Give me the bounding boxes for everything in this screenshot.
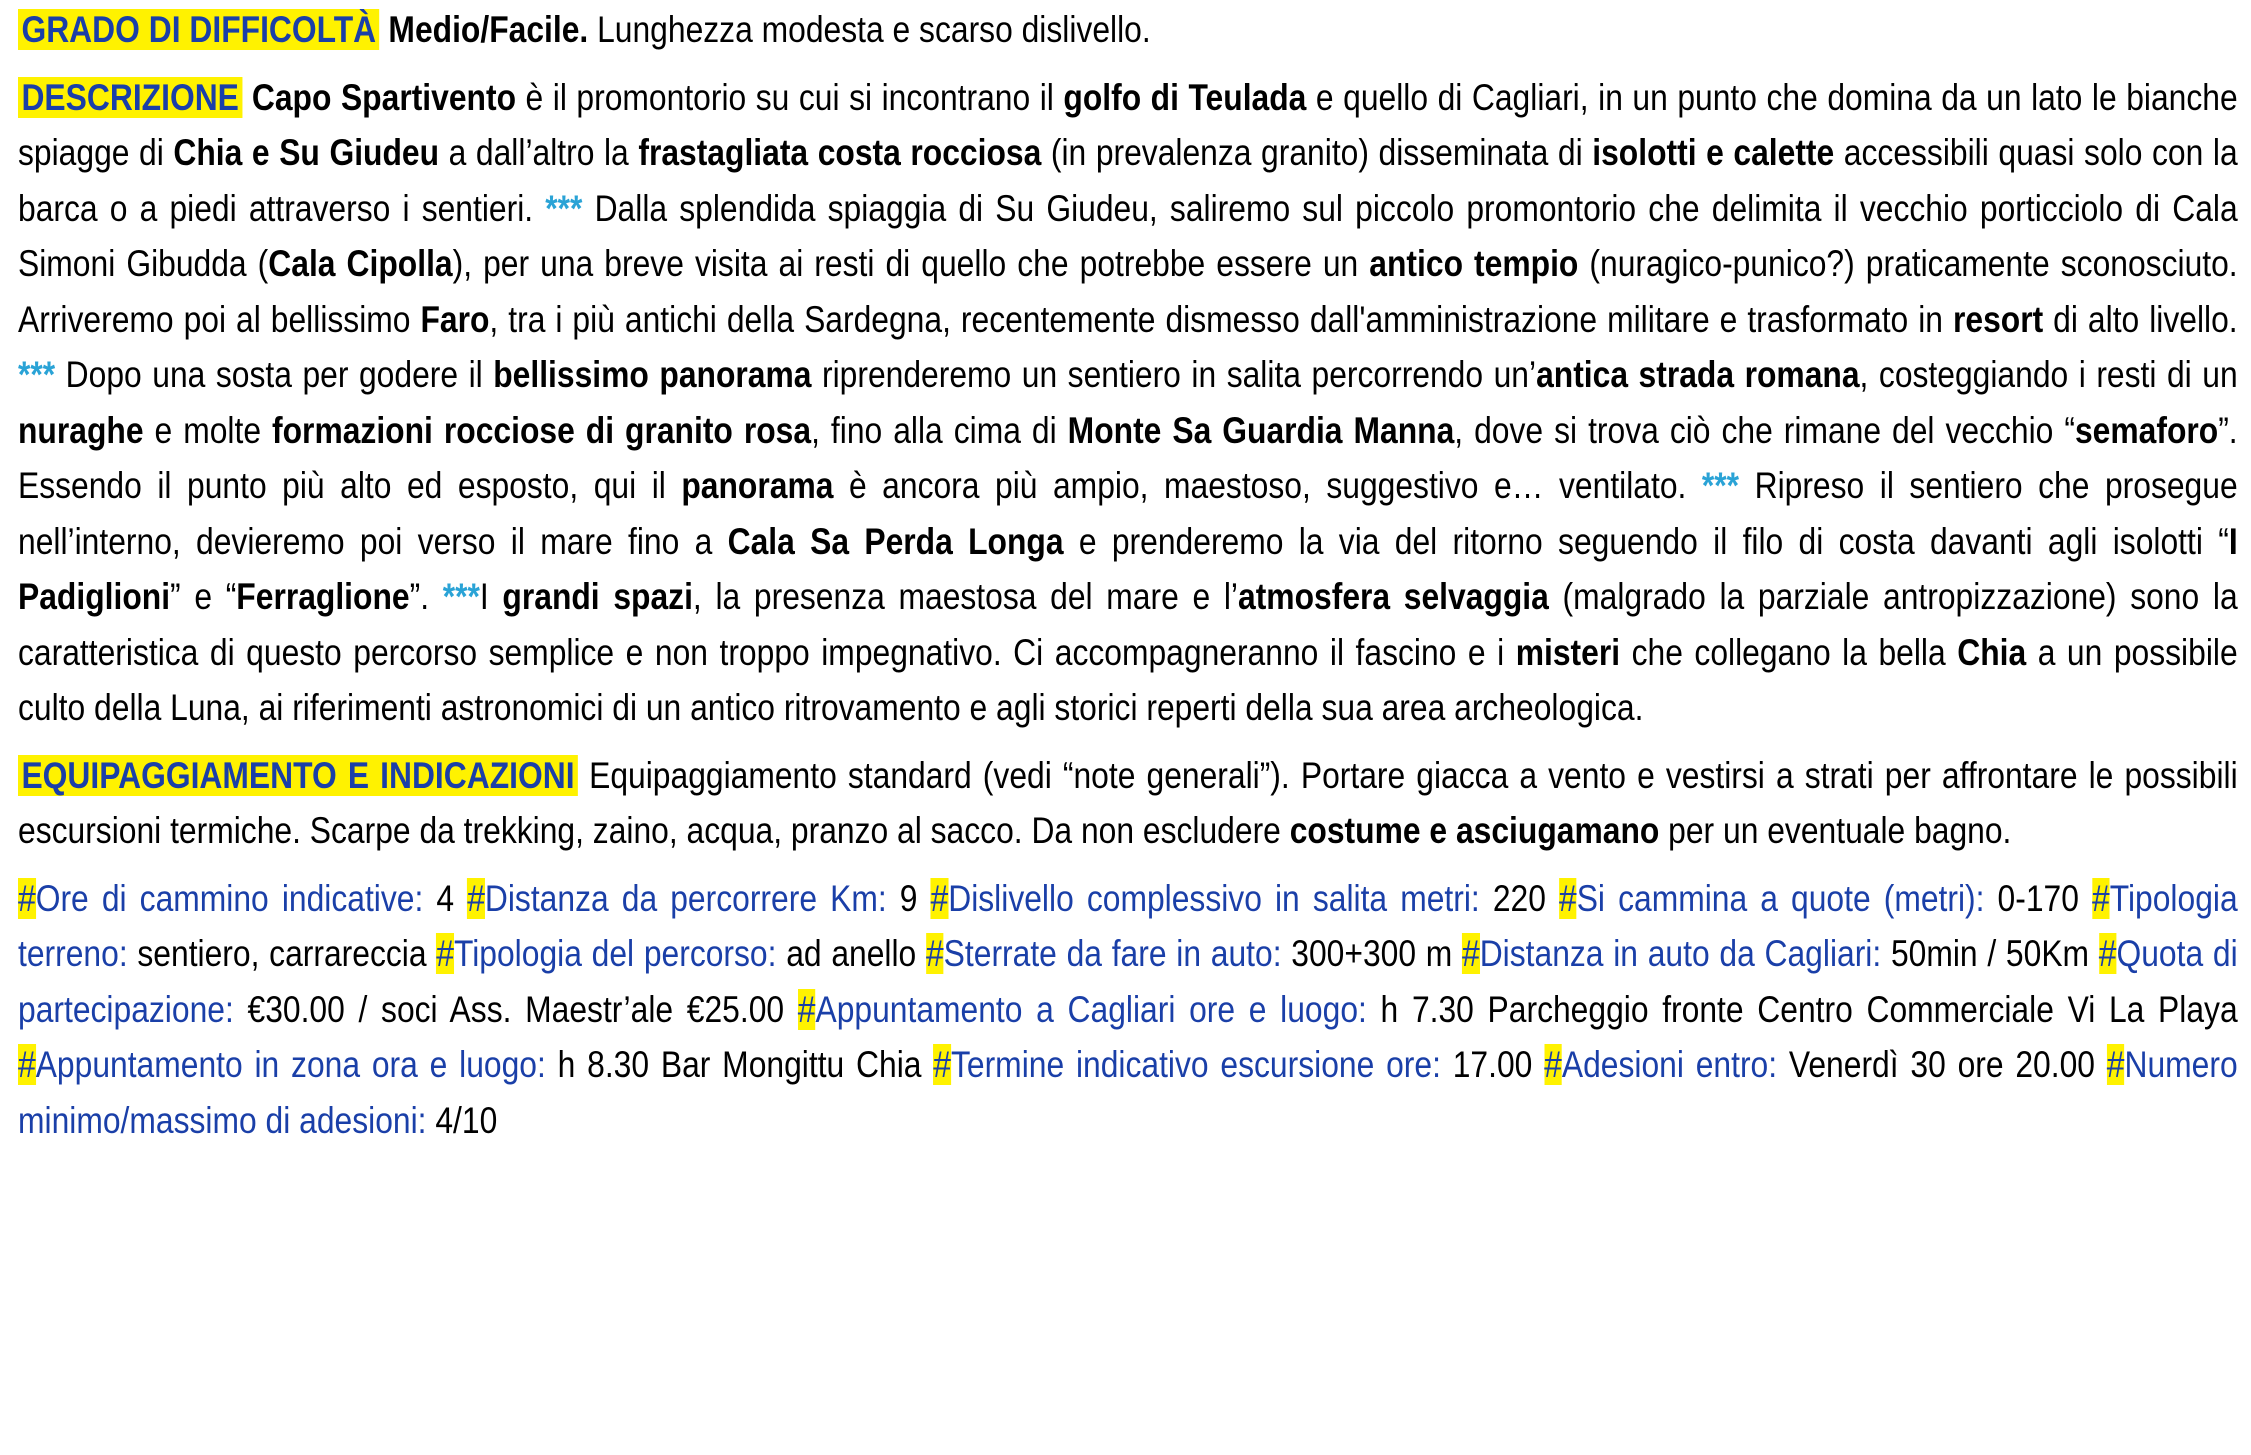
description-paragraph: [18, 70, 2238, 736]
info-value: 220: [1479, 877, 1560, 919]
bold-phrase: panorama: [681, 465, 834, 506]
info-paragraph: [18, 871, 2238, 1149]
difficulty-level: Medio/Facile.: [388, 9, 589, 50]
text-run: ), per una breve visita ai resti di quello che potrebbe essere un: [452, 243, 1370, 284]
difficulty-text: Lunghezza modesta e scarso dislivello.: [588, 9, 1151, 50]
text-run: è il promontorio su cui si incontrano il: [516, 76, 1064, 118]
hash-marker: #: [1544, 1044, 1562, 1085]
bold-phrase: atmosfera selvaggia: [1238, 576, 1549, 617]
bold-phrase: grandi spazi: [502, 576, 693, 617]
info-value: sentiero, carrareccia: [127, 933, 437, 974]
hash-marker: #: [18, 877, 36, 919]
text-run: e quello di Cagliari, in un punto che domina da un lato le bianche spiagge di: [18, 76, 2238, 173]
hash-marker: #: [467, 877, 485, 919]
info-label: Sterrate da fare in auto:: [943, 933, 1282, 974]
hash-marker: #: [2106, 1044, 2125, 1085]
text-run: è ancora più ampio, maestoso, suggestivo e… ventilato.: [833, 465, 1702, 506]
bold-phrase: Faro: [420, 298, 490, 340]
bold-phrase: golfo di Teulada: [1063, 76, 1307, 118]
text-run: Dopo una sosta per godere il: [55, 354, 494, 395]
difficulty-heading: GRADO DI DIFFICOLTÀ: [18, 9, 380, 50]
text-run: , tra i più antichi della Sardegna, recentemente dismesso dall'amministrazione militare e trasformato in: [489, 298, 1953, 340]
info-value: 0-170: [1984, 877, 2093, 919]
text-run: per un eventuale bagno.: [1659, 810, 2012, 851]
info-value: h 8.30 Bar Mongittu Chia: [545, 1044, 934, 1085]
info-label: Adesioni entro:: [1561, 1044, 1778, 1085]
hash-marker: #: [1462, 933, 1480, 974]
text-run: ”. Essendo il punto più alto ed esposto, qui il: [18, 409, 2238, 506]
bold-phrase: Capo Spartivento: [251, 76, 517, 118]
bold-phrase: antica strada romana: [1536, 354, 1860, 395]
text-run: Dalla splendida spiaggia di Su Giudeu, saliremo sul piccolo promontorio che delimita il vecchio porticciolo di Cala Simoni Gibudda (: [18, 187, 2238, 284]
text-run: (nuragico-punico?) praticamente sconosciuto. Arriveremo poi al bellissimo: [18, 243, 2238, 340]
info-value: 17.00: [1440, 1044, 1545, 1085]
equipment-paragraph: [18, 748, 2238, 859]
info-value: h 7.30 Parcheggio fronte Centro Commerciale Vi La Playa: [1366, 988, 2238, 1030]
info-value: 4/10: [426, 1099, 498, 1141]
info-label: Tipologia terreno:: [18, 877, 2238, 974]
section-separator-asterisks: ***: [18, 354, 56, 395]
info-label: Distanza da percorrere Km:: [484, 877, 887, 919]
info-value: €30.00 / soci Ass. Maestr’ale €25.00: [233, 988, 798, 1030]
text-run: a dall’altro la: [439, 132, 639, 173]
text-run: ”.: [409, 576, 443, 617]
info-value: 9: [886, 877, 931, 919]
text-run: che collegano la bella: [1620, 631, 1958, 673]
hash-marker: #: [436, 933, 454, 974]
text-run: , costeggiando i resti di un: [1859, 354, 2238, 395]
info-label: Si cammina a quote (metri):: [1576, 877, 1985, 919]
bold-phrase: bellissimo panorama: [493, 354, 812, 395]
bold-phrase: misteri: [1515, 631, 1621, 673]
bold-phrase: antico tempio: [1369, 243, 1579, 284]
section-separator-asterisks: ***: [1701, 465, 1740, 506]
bold-phrase: Chia: [1957, 631, 2027, 673]
info-label: Numero minimo/massimo di adesioni:: [18, 1044, 2238, 1141]
hash-marker: #: [925, 933, 944, 974]
info-label: Quota di partecipazione:: [18, 933, 2238, 1030]
text-run: di alto livello.: [2043, 298, 2238, 340]
section-separator-asterisks: ***: [442, 576, 480, 617]
bold-phrase: isolotti e calette: [1592, 132, 1835, 173]
info-label: Ore di cammino indicative:: [35, 877, 424, 919]
info-label: Termine indicativo escursione ore:: [950, 1044, 1441, 1085]
text-run: , fino alla cima di: [811, 409, 1068, 451]
text-run: (in prevalenza granito) disseminata di: [1041, 132, 1593, 173]
bold-phrase: Ferraglione: [236, 576, 410, 617]
info-value: Venerdì 30 ore 20.00: [1777, 1044, 2107, 1085]
info-label: Distanza in auto da Cagliari:: [1479, 933, 1882, 974]
text-run: ” e “: [170, 576, 237, 617]
text-run: e prenderemo la via del ritorno seguendo il filo di costa davanti agli isolotti “: [1063, 520, 2229, 562]
bold-phrase: resort: [1952, 298, 2044, 340]
bold-phrase: I Padiglioni: [18, 520, 2238, 617]
bold-phrase: semaforo: [2074, 409, 2219, 451]
info-value: ad anello: [776, 933, 926, 974]
text-run: (malgrado la parziale antropizzazione) sono la caratteristica di questo percorso semplice e non troppo impegnativo. Ci accompagneranno il fascino e i: [18, 576, 2238, 673]
info-label: Appuntamento a Cagliari ore e luogo:: [815, 988, 1367, 1030]
text-run: I: [479, 576, 503, 617]
bold-phrase: Cala Cipolla: [268, 243, 453, 284]
hash-marker: #: [797, 988, 816, 1030]
bold-phrase: frastagliata costa rocciosa: [638, 132, 1042, 173]
hash-marker: #: [18, 1044, 36, 1085]
info-label: Dislivello complessivo in salita metri:: [948, 877, 1480, 919]
text-run: Ripreso il sentiero che prosegue nell’interno, devieremo poi verso il mare fino a: [18, 465, 2238, 562]
hash-marker: #: [1559, 877, 1577, 919]
text-run: , la presenza maestosa del mare e l’: [692, 576, 1239, 617]
text-run: a un possibile culto della Luna, ai riferimenti astronomici di un antico ritrovamento e agli storici reperti della sua area archeologica.: [18, 631, 2238, 728]
equipment-heading: EQUIPAGGIAMENTO E INDICAZIONI: [18, 755, 578, 796]
info-label: Tipologia del percorso:: [453, 933, 777, 974]
heading-gap: [242, 77, 252, 118]
hash-marker: #: [930, 877, 949, 919]
difficulty-paragraph: [18, 2, 2238, 58]
text-run: e molte: [143, 409, 273, 451]
bold-phrase: formazioni rocciose di granito rosa: [272, 409, 812, 451]
bold-phrase: nuraghe: [18, 409, 144, 451]
bold-phrase: Chia e Su Giudeu: [173, 132, 440, 173]
info-value: 300+300 m: [1281, 933, 1463, 974]
info-value: 4: [423, 877, 468, 919]
hash-marker: #: [933, 1044, 951, 1085]
bold-phrase: costume e asciugamano: [1289, 810, 1660, 851]
text-run: accessibili quasi solo con la barca o a piedi attraverso i sentieri.: [18, 132, 2238, 229]
hash-marker: #: [2098, 933, 2117, 974]
section-separator-asterisks: ***: [545, 187, 583, 229]
bold-phrase: Cala Sa Perda Longa: [727, 520, 1064, 562]
description-body: [18, 77, 2238, 729]
info-value: 50min / 50Km: [1881, 933, 2099, 974]
hash-marker: #: [2092, 877, 2110, 919]
bold-phrase: Monte Sa Guardia Manna: [1067, 409, 1455, 451]
description-heading: DESCRIZIONE: [18, 77, 242, 118]
info-label: Appuntamento in zona ora e luogo:: [35, 1044, 546, 1085]
text-run: riprenderemo un sentiero in salita percorrendo un’: [811, 354, 1537, 395]
text-run: , dove si trova ciò che rimane del vecchio “: [1454, 409, 2075, 451]
text-run: Equipaggiamento standard (vedi “note generali”). Portare giacca a vento e vestirsi a strati per affrontare le possibili escursioni termiche. Scarpe da trekking, zaino, acqua, pranzo al sacco. Da non escludere: [18, 754, 2238, 851]
